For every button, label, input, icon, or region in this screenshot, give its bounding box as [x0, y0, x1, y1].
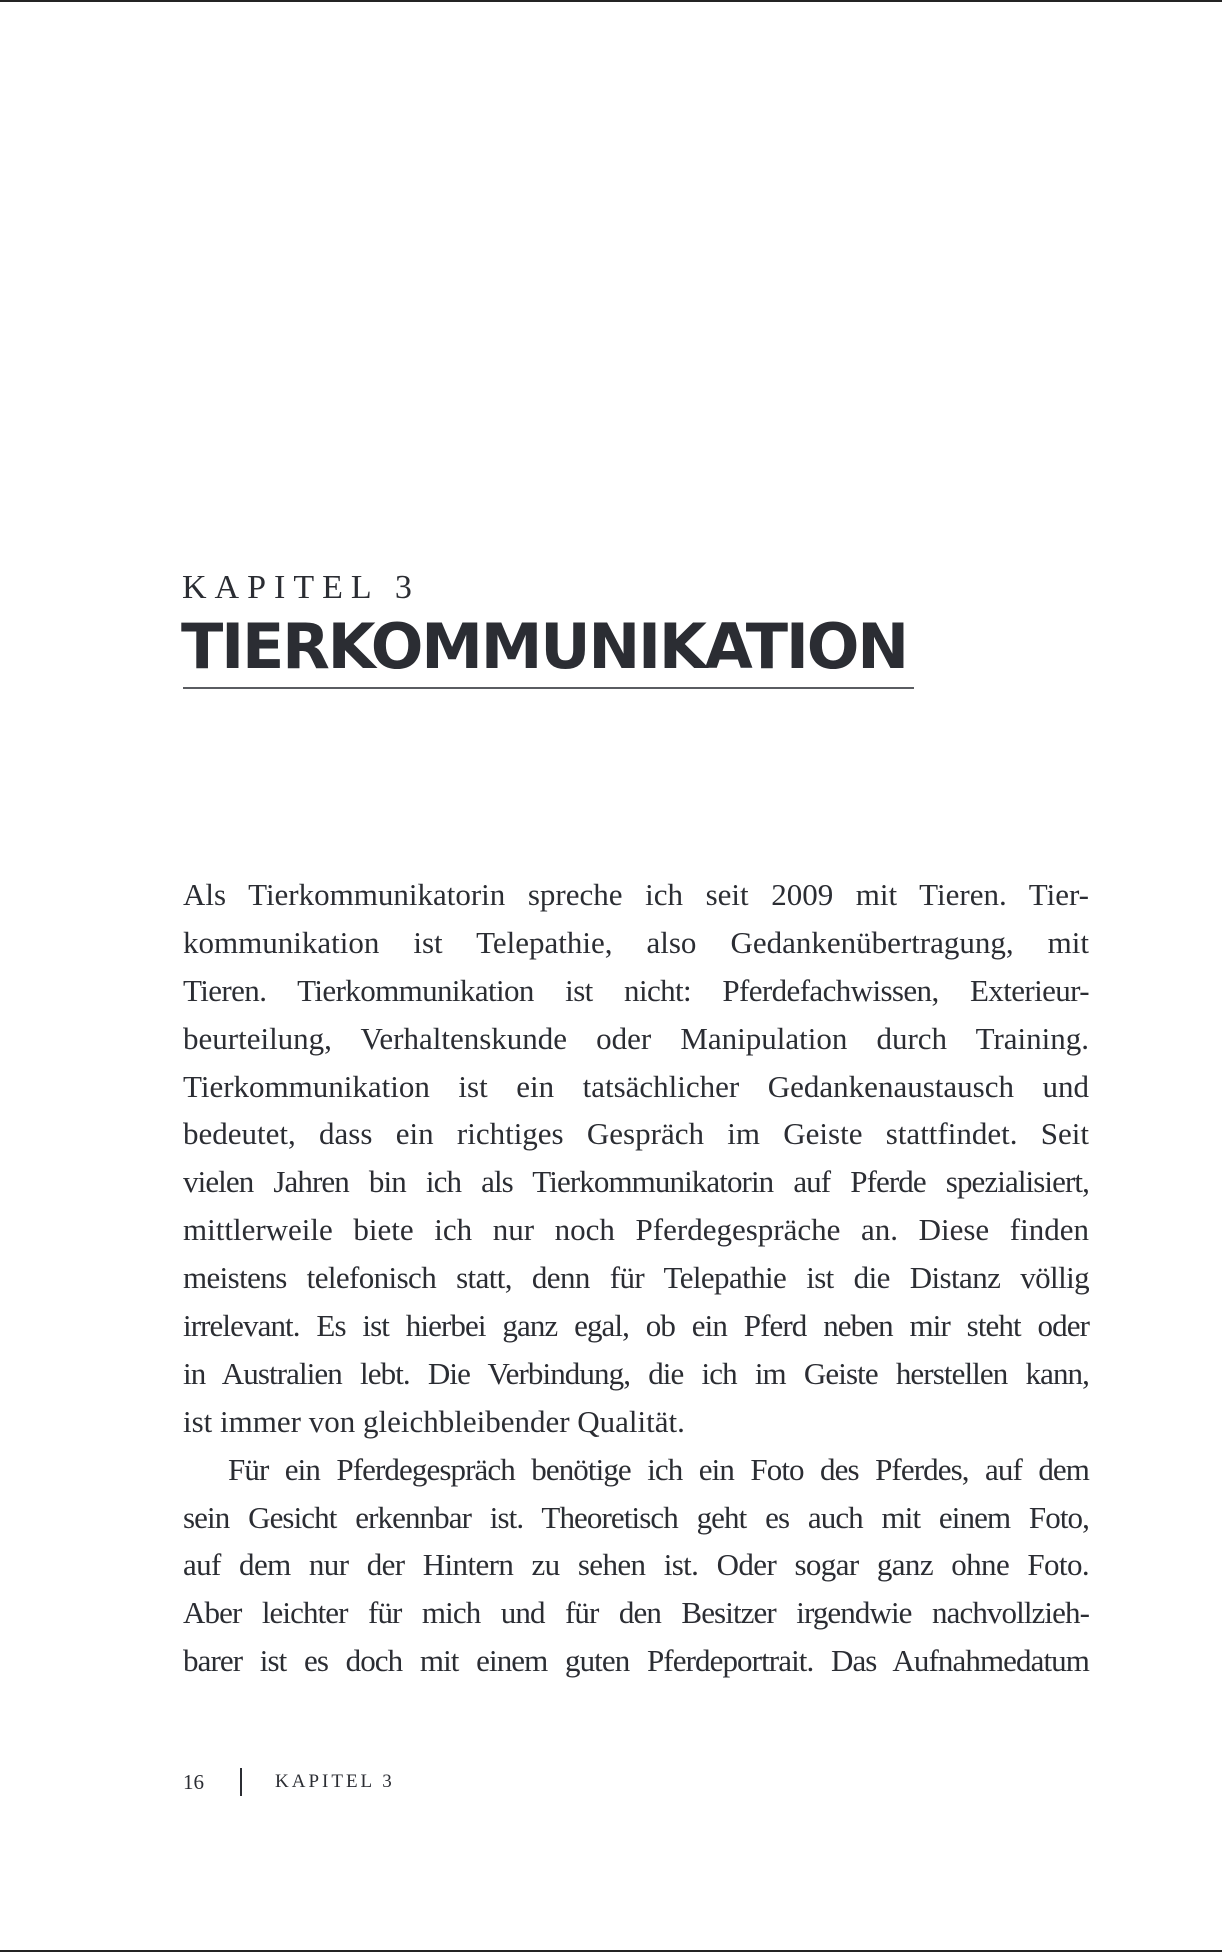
text-line: in Australien lebt. Die Verbindung, die ich im Geiste herstellen kann, — [183, 1355, 1089, 1391]
text-line: Tieren. Tierkommunikation ist nicht: Pferdefachwissen, Exterieur- — [183, 972, 1089, 1008]
text-line: auf dem nur der Hintern zu sehen ist. Oder sogar ganz ohne Foto. — [183, 1547, 1089, 1583]
page-top-edge — [0, 0, 1222, 2]
text-line: barer ist es doch mit einem guten Pferdeportrait. Das Aufnahmedatum — [183, 1643, 1089, 1679]
text-line: kommunikation ist Telepathie, also Gedankenübertragung, mit — [183, 924, 1089, 960]
chapter-label: KAPITEL 3 — [182, 569, 420, 606]
running-head: KAPITEL 3 — [275, 1771, 395, 1792]
body-text — [183, 871, 1089, 1685]
text-line: Für ein Pferdegespräch benötige ich ein Foto des Pferdes, auf dem — [228, 1451, 1089, 1487]
text-line: irrelevant. Es ist hierbei ganz egal, ob ein Pferd neben mir steht oder — [183, 1308, 1089, 1344]
text-line: Aber leichter für mich und für den Besitzer irgendwie nachvollzieh- — [183, 1595, 1089, 1631]
text-line: Tierkommunikation ist ein tatsächlicher Gedankenaustausch und — [183, 1068, 1089, 1104]
text-line: sein Gesicht erkennbar ist. Theoretisch geht es auch mit einem Foto, — [183, 1499, 1089, 1535]
text-line: meistens telefonisch statt, denn für Telepathie ist die Distanz völlig — [183, 1260, 1089, 1296]
paragraph-1 — [183, 871, 1089, 1446]
chapter-title: TIERKOMMUNIKATION — [181, 610, 907, 683]
footer-separator — [240, 1768, 242, 1796]
text-line: mittlerweile biete ich nur noch Pferdegespräche an. Diese finden — [183, 1212, 1089, 1248]
text-line: bedeutet, dass ein richtiges Gespräch im Geiste stattfindet. Seit — [183, 1116, 1089, 1152]
title-underline-rule — [183, 687, 914, 689]
paragraph-2 — [183, 1446, 1089, 1685]
text-line: Als Tierkommunikatorin spreche ich seit 2009 mit Tieren. Tier- — [183, 877, 1089, 912]
text-line: ist immer von gleichbleibender Qualität. — [183, 1403, 685, 1439]
text-line: beurteilung, Verhaltenskunde oder Manipulation durch Training. — [183, 1020, 1089, 1056]
text-line: vielen Jahren bin ich als Tierkommunikatorin auf Pferde spezialisiert, — [183, 1164, 1089, 1200]
page-number: 16 — [183, 1770, 204, 1794]
